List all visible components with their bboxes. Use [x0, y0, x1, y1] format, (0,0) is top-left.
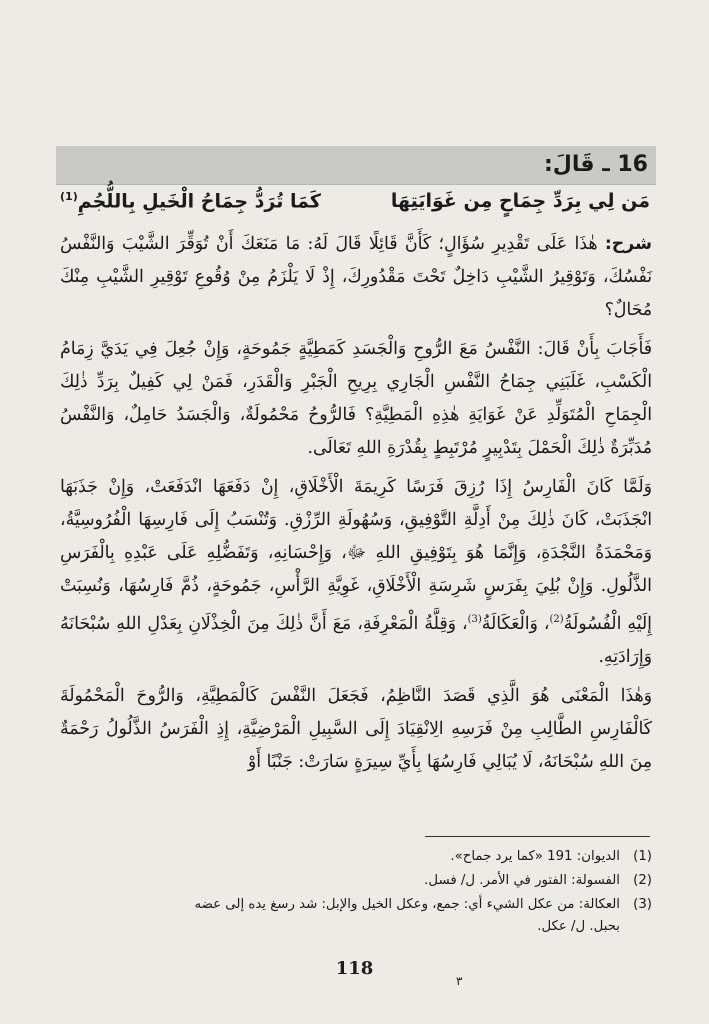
- footnote-ref-2: (2): [549, 614, 564, 625]
- footnote-1-text: الديوان: 191 «كما يرد جماح».: [450, 849, 620, 864]
- footnote-3-number: (3): [633, 897, 652, 912]
- paragraph-2: فَأَجَابَ بِأَنْ قَالَ: النَّفْسُ مَعَ الرُّوحِ وَالْجَسَدِ كَمَطِيَّةٍ جَمُوحَةٍ، وَإِنْ جُعِلَ فِي يَدَيَّ زِمَامُ الْكَسْبِ، غَلَبَنِي جِمَاحُ النَّفْسِ الْجَارِي بِرِيحِ الْجَبْرِ وَالْقَدَرِ، فَمَنْ لِي كَفِيلٌ بِرَدِّ ذٰلِكَ الْجِمَاحِ الْمُتَوَلِّدِ عَنْ غَوَايَةِ هٰذِهِ الْمَطِيَّةِ؟ فَالرُّوحُ مَحْمُولَةٌ، وَالْجَسَدُ حَامِلٌ، وَالنَّفْسُ مُدَبِّرَةٌ ذٰلِكَ الْحَمْلَ بِتَدْبِيرٍ مُرْتَبِطٍ بِقُدْرَةِ اللهِ تَعَالَى.: [60, 339, 652, 458]
- verse-first-hemistich: مَن لِي بِرَدِّ جِمَاحٍ مِن غَوَايَتِهَا: [390, 190, 650, 212]
- footnote-1-number: (1): [633, 849, 652, 864]
- footnote-2-number: (2): [633, 873, 652, 888]
- footnote-1: [60, 846, 652, 868]
- footnote-3-continuation: بحبل. ل/ عكل.: [537, 919, 620, 934]
- verse-second-hemistich: [60, 190, 321, 212]
- paragraph-3-text-a: وَلَمَّا كَانَ الْفَارِسُ إِذَا رُزِقَ فَرَسًا كَرِيمَةَ الْأَخْلَاقِ، إِنْ دَفَعَهَا انْدَفَعَتْ، وَإِنْ جَذَبَهَا انْجَذَبَتْ، كَانَ ذٰلِكَ مِنْ أَدِلَّةِ التَّوْفِيقِ، وَسُهُولَةِ الرِّزْقِ. وَتُنْسَبُ إِلَى فَارِسِهَا الْفُرُوسِيَّةُ، وَمَحْمَدَةُ النَّجْدَةِ، وَإِنَّمَا هُوَ بِتَوْفِيقِ اللهِ ﷻ، وَإِحْسَانِهِ، وَتَفَضُّلِهِ عَلَى عَبْدِهِ بِالْفَرَسِ الذَّلُولِ. وَإِنْ بُلِيَ بِفَرَسٍ شَرِسَةِ الْأَخْلَاقِ، غَوِيَّةِ الرَّأْسِ، جَمُوحَةٍ، ذُمَّ فَارِسُهَا، وَنُسِبَتْ إِلَيْهِ الْفُسُولَةُ: [60, 477, 652, 634]
- footnote-ref-3: (3): [467, 614, 482, 625]
- paragraph-3: [60, 471, 652, 674]
- poem-verse: [60, 190, 650, 220]
- signature-mark: ٣: [456, 974, 463, 988]
- footnote-3-text: العكالة: من عكل الشيء أي: جمع، وعكل الخيل والإبل: شد رسغ يده إلى عضه: [194, 897, 620, 912]
- footnote-ref-1: (1): [60, 190, 78, 203]
- section-header: [56, 146, 656, 185]
- verse-second-hemistich-text: كَمَا تُرَدُّ جِمَاحُ الْخَيلِ بِاللُّجُمِ: [77, 190, 321, 213]
- sharh-label: شرح:: [604, 234, 652, 254]
- paragraph-3-text-b: ، وَالْعَكَالَةُ: [481, 613, 550, 634]
- commentary-body: [60, 228, 652, 785]
- section-title: 16 ـ قَالَ:: [543, 152, 648, 177]
- paragraph-1: [60, 228, 652, 327]
- footnote-divider: [425, 836, 650, 837]
- footnote-2-text: الفسولة: الفتور في الأمر. ل/ فسل.: [424, 873, 620, 888]
- paragraph-3-text-c: ، وَقِلَّةُ الْمَعْرِفَةِ، مَعَ أَنَّ ذٰلِكَ مِنَ الْخِذْلَانِ بِعَدْلِ اللهِ سُبْحَانَهُ وَإِرَادَتِهِ.: [60, 613, 652, 667]
- footnote-3: [60, 894, 652, 938]
- paragraph-4: وَهٰذَا الْمَعْنَى هُوَ الَّذِي قَصَدَ النَّاظِمُ، فَجَعَلَ النَّفْسَ كَالْمَطِيَّةِ، وَالرُّوحَ الْمَحْمُولَةَ كَالْفَارِسِ الطَّالِبِ مِنْ فَرَسِهِ الِانْقِيَادَ إِلَى السَّبِيلِ الْمَرْضِيَّةِ، إِذِ الْفَرَسُ الذَّلُولُ رَحْمَةٌ مِنَ اللهِ سُبْحَانَهُ، لَا يُبَالِي فَارِسُهَا بِأَيِّ سِيرَةٍ سَارَتْ: جَنْبًا أَوْ: [60, 685, 652, 772]
- paragraph-1-text: هٰذَا عَلَى تَقْدِيرِ سُؤَالٍ؛ كَأَنَّ قَائِلًا قَالَ لَهُ: مَا مَنَعَكَ أَنْ تُوَقِّرَ الشَّيْبَ وَالنَّفْسُ نَفْسُكَ، وَتَوْقِيرُ الشَّيْبِ دَاخِلٌ تَحْتَ مَقْدُورِكَ، إِذْ لَا يَلْزَمُ مِنْ وُقُوعِ تَوْقِيرِ الشَّيْبِ مِنْكَ مُحَالٌ؟: [60, 234, 652, 320]
- page-number: 118: [335, 958, 374, 979]
- footnote-2: [60, 870, 652, 892]
